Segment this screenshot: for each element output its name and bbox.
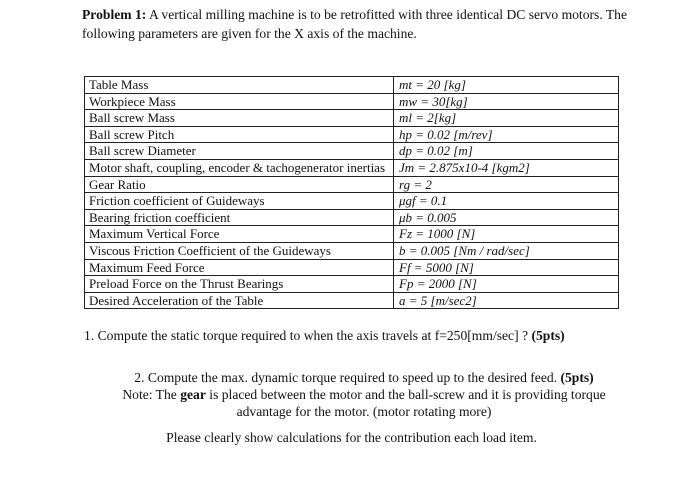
parameter-name: Table Mass [85,77,394,94]
question-2-note [84,386,644,403]
parameter-value: Jm = 2.875x10-4 [kgm2] [394,159,619,176]
parameter-value: Fp = 2000 [N] [394,276,619,293]
question-2 [84,369,644,420]
question-2-line [84,369,644,386]
parameter-value: ml = 2[kg] [394,110,619,127]
problem-statement [82,5,642,43]
parameter-row [85,193,619,210]
question-1-text: 1. Compute the static torque required to when the axis travels at f=250[mm/sec] ? [84,328,532,343]
question-2-points: (5pts) [560,370,594,385]
parameter-name: Desired Acceleration of the Table [85,292,394,309]
instruction-text: Please clearly show calculations for the contribution each load item. [166,430,537,445]
parameter-name: Ball screw Diameter [85,143,394,160]
parameters-table [84,76,619,309]
parameter-row [85,159,619,176]
parameter-row [85,110,619,127]
parameter-row [85,259,619,276]
parameter-name: Friction coefficient of Guideways [85,193,394,210]
parameter-name: Maximum Vertical Force [85,226,394,243]
question-1-points: (5pts) [531,328,565,343]
parameter-row [85,143,619,160]
note-rest: is placed between the motor and the ball-screw and it is providing torque [205,387,606,402]
parameter-row [85,209,619,226]
parameter-name: Gear Ratio [85,176,394,193]
parameter-row [85,176,619,193]
parameter-value: a = 5 [m/sec2] [394,292,619,309]
question-1 [84,327,644,344]
parameter-row [85,276,619,293]
parameter-row [85,292,619,309]
parameter-value: Ff = 5000 [N] [394,259,619,276]
parameter-name: Ball screw Pitch [85,126,394,143]
note-bold-gear: gear [180,387,206,402]
parameter-name: Viscous Friction Coefficient of the Guideways [85,242,394,259]
parameter-value: mw = 30[kg] [394,93,619,110]
parameter-name: Ball screw Mass [85,110,394,127]
note-prefix: Note: The [122,387,181,402]
parameter-name: Maximum Feed Force [85,259,394,276]
parameter-row [85,226,619,243]
parameter-value: μb = 0.005 [394,209,619,226]
parameter-row [85,242,619,259]
parameter-row [85,126,619,143]
question-2-note-line-2: advantage for the motor. (motor rotating more) [236,404,492,419]
question-2-text: 2. Compute the max. dynamic torque required to speed up to the desired feed. [134,370,561,385]
parameter-name: Workpiece Mass [85,93,394,110]
parameter-value: Fz = 1000 [N] [394,226,619,243]
parameter-name: Motor shaft, coupling, encoder & tachogenerator inertias [85,159,394,176]
problem-text: A vertical milling machine is to be retrofitted with three identical DC servo motors. The following parameters are given for the X axis of the machine. [82,7,628,41]
parameter-value: hp = 0.02 [m/rev] [394,126,619,143]
parameters-body [85,77,619,309]
parameter-value: mt = 20 [kg] [394,77,619,94]
parameter-value: b = 0.005 [Nm / rad/sec] [394,242,619,259]
parameter-name: Preload Force on the Thrust Bearings [85,276,394,293]
parameter-name: Bearing friction coefficient [85,209,394,226]
parameter-value: dp = 0.02 [m] [394,143,619,160]
parameter-value: rg = 2 [394,176,619,193]
parameter-value: μgf = 0.1 [394,193,619,210]
problem-label: Problem 1: [82,7,147,22]
parameter-row [85,93,619,110]
parameter-row [85,77,619,94]
